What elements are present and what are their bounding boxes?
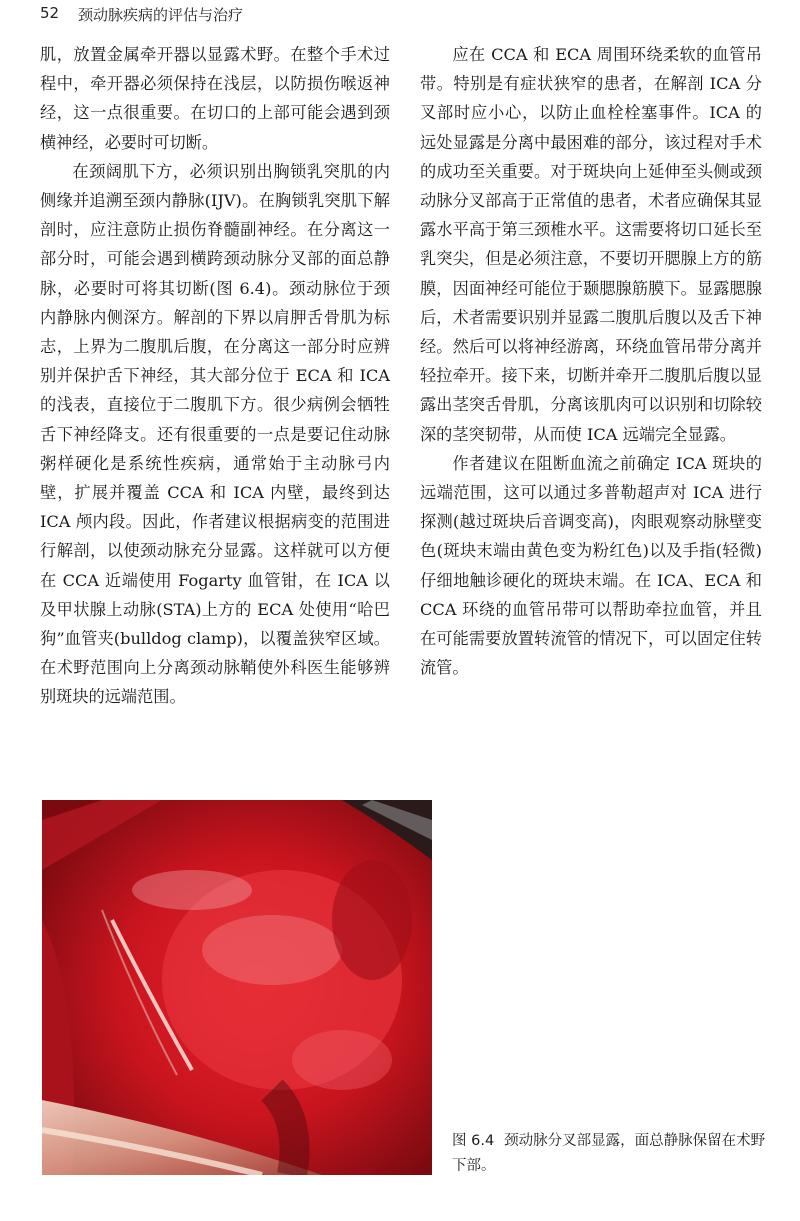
paragraph: 作者建议在阻断血流之前确定 ICA 斑块的远端范围，这可以通过多普勒超声对 ICA 进行探测(越过斑块后音调变高)，肉眼观察动脉壁变色(斑块末端由黄色变为粉红色)以及手指(轻微)仔细地触诊硬化的斑块末端。在 ICA、ECA 和 CCA 环绕的血管吊带可以帮助牵拉血管，并且在可能需要放置转流管的情况下，可以固定住转流管。 [420, 453, 762, 678]
running-title: 颈动脉疾病的评估与治疗 [78, 6, 244, 24]
paragraph: 应在 CCA 和 ECA 周围环绕柔软的血管吊带。特别是有症状狭窄的患者，在解剖 ICA 分叉部时应小心，以防止血栓栓塞事件。ICA 的远处显露是分离中最困难的部分，该过程对手术的成功至关重要。对于斑块向上延伸至头侧或颈动脉分叉部高于正常值的患者，术者应确保其显露水平高于第三颈椎水平。这需要将切口延长至乳突尖，但是必须注意，不要切开腮腺上方的筋膜，因面神经可能位于颞腮腺筋膜下。显露腮腺后，术者需要识别并显露二腹肌后腹以及舌下神经。然后可以将神经游离，环绕血管吊带分离并轻拉牵开。接下来，切断并牵开二腹肌后腹以显露出茎突舌骨肌，分离该肌肉可以识别和切除较深的茎突韧带，从而使 ICA 远端完全显露。 [420, 45, 762, 444]
left-column [40, 40, 390, 712]
figure-caption-text: 颈动脉分叉部显露，面总静脉保留在术野下部。 [452, 1133, 766, 1174]
surgical-photo [42, 800, 432, 1175]
figure-caption [452, 1129, 772, 1179]
figure-label: 图 6.4 [452, 1133, 495, 1149]
page-header [0, 0, 800, 28]
paragraph: 在颈阔肌下方，必须识别出胸锁乳突肌的内侧缘并追溯至颈内静脉(IJV)。在胸锁乳突肌下解剖时，应注意防止损伤脊髓副神经。在分离这一部分时，可能会遇到横跨颈动脉分叉部的面总静脉，必要时可将其切断(图 6.4)。颈动脉位于颈内静脉内侧深方。解剖的下界以肩胛舌骨肌为标志，上界为二腹肌后腹，在分离这一部分时应辨别并保护舌下神经，其大部分位于 ECA 和 ICA 的浅表，直接位于二腹肌下方。很少病例会牺牲舌下神经降支。还有很重要的一点是要记住动脉粥样硬化是系统性疾病，通常始于主动脉弓内壁，扩展并覆盖 CCA 和 ICA 内壁，最终到达 ICA 颅内段。因此，作者建议根据病变的范围进行解剖，以使颈动脉充分显露。这样就可以方便在 CCA 近端使用 Fogarty 血管钳，在 ICA 以及甲状腺上动脉(STA)上方的 ECA 处使用“哈巴狗”血管夹(bulldog clamp)，以覆盖狭窄区域。在术野范围向上分离颈动脉鞘使外科医生能够辨别斑块的远端范围。 [40, 161, 390, 707]
right-column [420, 40, 762, 682]
page-number: 52 [40, 4, 60, 22]
paragraph: 肌，放置金属牵开器以显露术野。在整个手术过程中，牵开器必须保持在浅层，以防损伤喉返神经，这一点很重要。在切口的上部可能会遇到颈横神经，必要时可切断。 [40, 45, 390, 152]
